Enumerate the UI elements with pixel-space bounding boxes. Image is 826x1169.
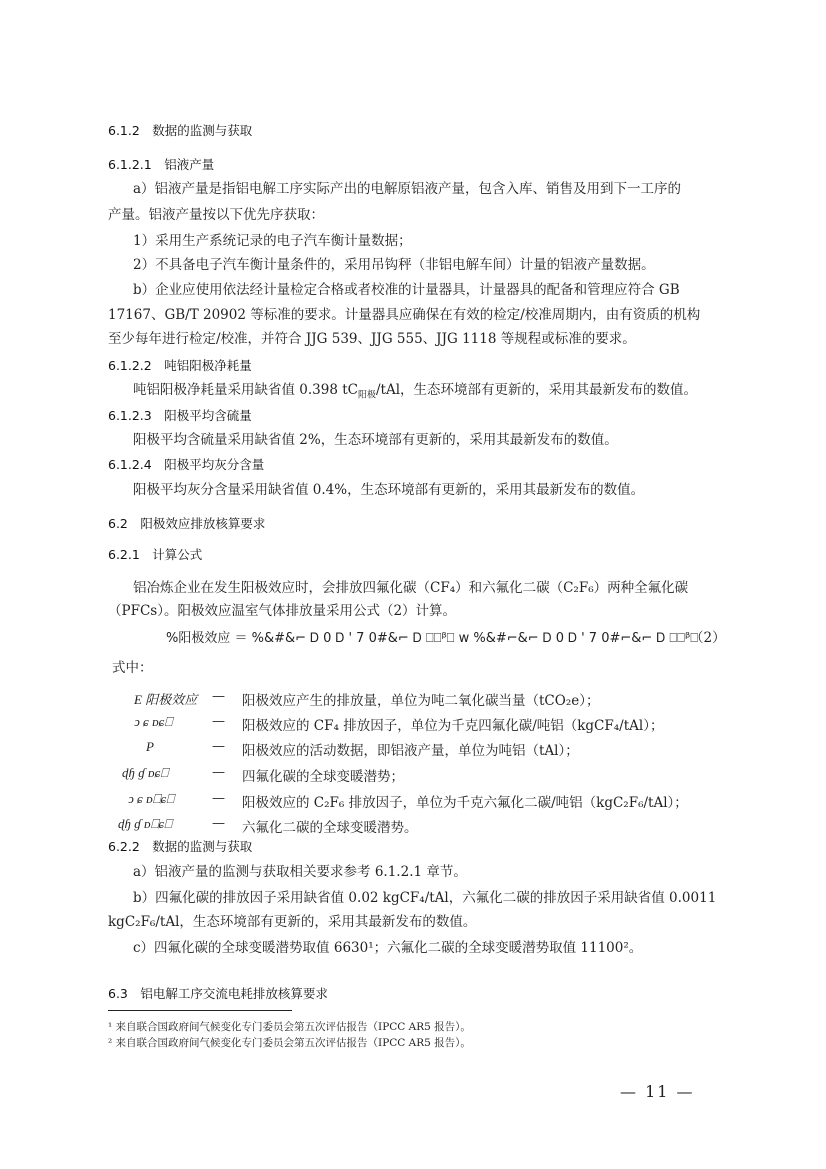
formula-2: %阳极效应 ＝ %&#&⌐ Ꭰ 0 Ꭰ ' 7 0#&⌐ Ꭰ ⎕⎕ᵝ⎕ w %&#⌐&⌐ Ꭰ 0 Ꭰ ' 7 0#⌐&⌐ Ꭰ ⎕⎕ᵝ⎕ <box>166 631 698 646</box>
section-heading-6-1-2-2: 6.1.2.2 吨铝阳极净耗量 <box>108 358 252 373</box>
footnote-1: ¹ 来自联合国政府间气候变化专门委员会第五次评估报告（IPCC AR5 报告）。 <box>108 1021 471 1033</box>
footnote-divider <box>108 1010 292 1011</box>
paragraph-6-1-2-2-main: 吨铝阳极净耗量采用缺省值 0.398 tC <box>133 382 358 398</box>
definition-symbol: ɖɧ ɠ ᴅɕ⎕ <box>122 765 169 780</box>
definition-dash: — <box>212 714 225 729</box>
footnote-2: ² 来自联合国政府间气候变化专门委员会第五次评估报告（IPCC AR5 报告）。 <box>108 1037 471 1049</box>
definition-text: 阳极效应的 C₂F₆ 排放因子，单位为千克六氟化二碳/吨铝（kgC₂F₆/tAl）； <box>242 795 688 811</box>
section-heading-6-2-2: 6.2.2 数据的监测与获取 <box>108 839 253 854</box>
where-label: 式中： <box>112 660 153 676</box>
paragraph-formula-intro-line1: 铝冶炼企业在发生阳极效应时，会排放四氟化碳（CF₄）和六氟化二碳（C₂F₆）两种全氟化碳 <box>133 580 689 596</box>
definition-symbol: ↄ ɕ ᴅ⎕ɕ⎕ <box>128 791 175 806</box>
definition-symbol: ↄ ɕ ᴅɕ⎕ <box>134 714 173 729</box>
definition-text: 六氟化二碳的全球变暖潜势。 <box>242 820 418 836</box>
paragraph-6-2-2-b-line1: b）四氟化碳的排放因子采用缺省值 0.02 kgCF₄/tAl，六氟化二碳的排放因子采用缺省值 0.0011 <box>133 890 717 906</box>
definition-symbol: P <box>146 739 154 754</box>
definition-symbol: ɖɧ ɠ ᴅ⎕ɕ⎕ <box>118 816 172 831</box>
definition-text: 阳极效应的 CF₄ 排放因子，单位为千克四氟化碳/吨铝（kgCF₄/tAl）； <box>242 718 664 734</box>
definition-dash: — <box>212 765 225 780</box>
paragraph-b-line3: 至少每年进行检定/校准，并符合 JJG 539、JJG 555、JJG 1118 等规程或标准的要求。 <box>108 331 636 347</box>
list-item-1: 1）采用生产系统记录的电子汽车衡计量数据； <box>133 233 412 249</box>
formula-number: （2） <box>690 630 726 646</box>
section-heading-6-1-2: 6.1.2 数据的监测与获取 <box>108 123 253 138</box>
paragraph-b-line1: b）企业应使用依法经计量检定合格或者校准的计量器具，计量器具的配备和管理应符合 GB <box>133 282 680 298</box>
paragraph-formula-intro-line2: （PFCs）。阳极效应温室气体排放量采用公式（2）计算。 <box>108 603 457 619</box>
section-heading-6-1-2-1: 6.1.2.1 铝液产量 <box>108 157 215 172</box>
definition-dash: — <box>212 739 225 754</box>
section-heading-6-2: 6.2 阳极效应排放核算要求 <box>108 516 266 531</box>
section-heading-6-1-2-3: 6.1.2.3 阳极平均含硫量 <box>108 408 252 423</box>
paragraph-6-1-2-3: 阳极平均含硫量采用缺省值 2%，生态环境部有更新的，采用其最新发布的数值。 <box>133 432 618 448</box>
section-heading-6-1-2-4: 6.1.2.4 阳极平均灰分含量 <box>108 457 265 472</box>
paragraph-6-2-2-a: a）铝液产量的监测与获取相关要求参考 6.1.2.1 章节。 <box>133 864 467 880</box>
paragraph-a-line1: a）铝液产量是指铝电解工序实际产出的电解原铝液产量，包含入库、销售及用到下一工序的 <box>133 181 682 197</box>
paragraph-b-line2: 17167、GB/T 20902 等标准的要求。计量器具应确保在有效的检定/校准周期内，由有资质的机构 <box>108 307 701 323</box>
definition-text: 阳极效应的活动数据，即铝液产量，单位为吨铝（tAl）； <box>242 743 579 759</box>
paragraph-6-1-2-4: 阳极平均灰分含量采用缺省值 0.4%，生态环境部有更新的，采用其最新发布的数值。 <box>133 482 645 498</box>
section-heading-6-2-1: 6.2.1 计算公式 <box>108 547 203 562</box>
definition-symbol: E 阳极效应 <box>134 692 198 707</box>
page-number: — 11 — <box>620 1082 695 1101</box>
definition-text: 阳极效应产生的排放量，单位为吨二氧化碳当量（tCO₂e）； <box>242 693 600 709</box>
definition-dash: — <box>212 689 225 704</box>
paragraph-6-2-2-c: c）四氟化碳的全球变暖潜势取值 6630¹；六氟化二碳的全球变暖潜势取值 11100²。 <box>133 940 643 956</box>
paragraph-6-2-2-b-line2: kgC₂F₆/tAl，生态环境部有更新的，采用其最新发布的数值。 <box>108 914 477 930</box>
list-item-2: 2）不具备电子汽车衡计量条件的，采用吊钩秤（非铝电解车间）计量的铝液产量数据。 <box>133 257 655 273</box>
paragraph-a-line2: 产量。铝液产量按以下优先序获取： <box>108 207 324 223</box>
definition-dash: — <box>212 816 225 831</box>
definition-dash: — <box>212 791 225 806</box>
paragraph-6-1-2-2 <box>133 384 697 401</box>
paragraph-6-1-2-2-rest: /tAl，生态环境部有更新的，采用其最新发布的数值。 <box>376 382 698 398</box>
paragraph-6-1-2-2-subscript: 阳极 <box>357 390 376 401</box>
section-heading-6-3: 6.3 铝电解工序交流电耗排放核算要求 <box>108 986 328 1001</box>
definition-text: 四氟化碳的全球变暖潜势； <box>242 769 404 785</box>
